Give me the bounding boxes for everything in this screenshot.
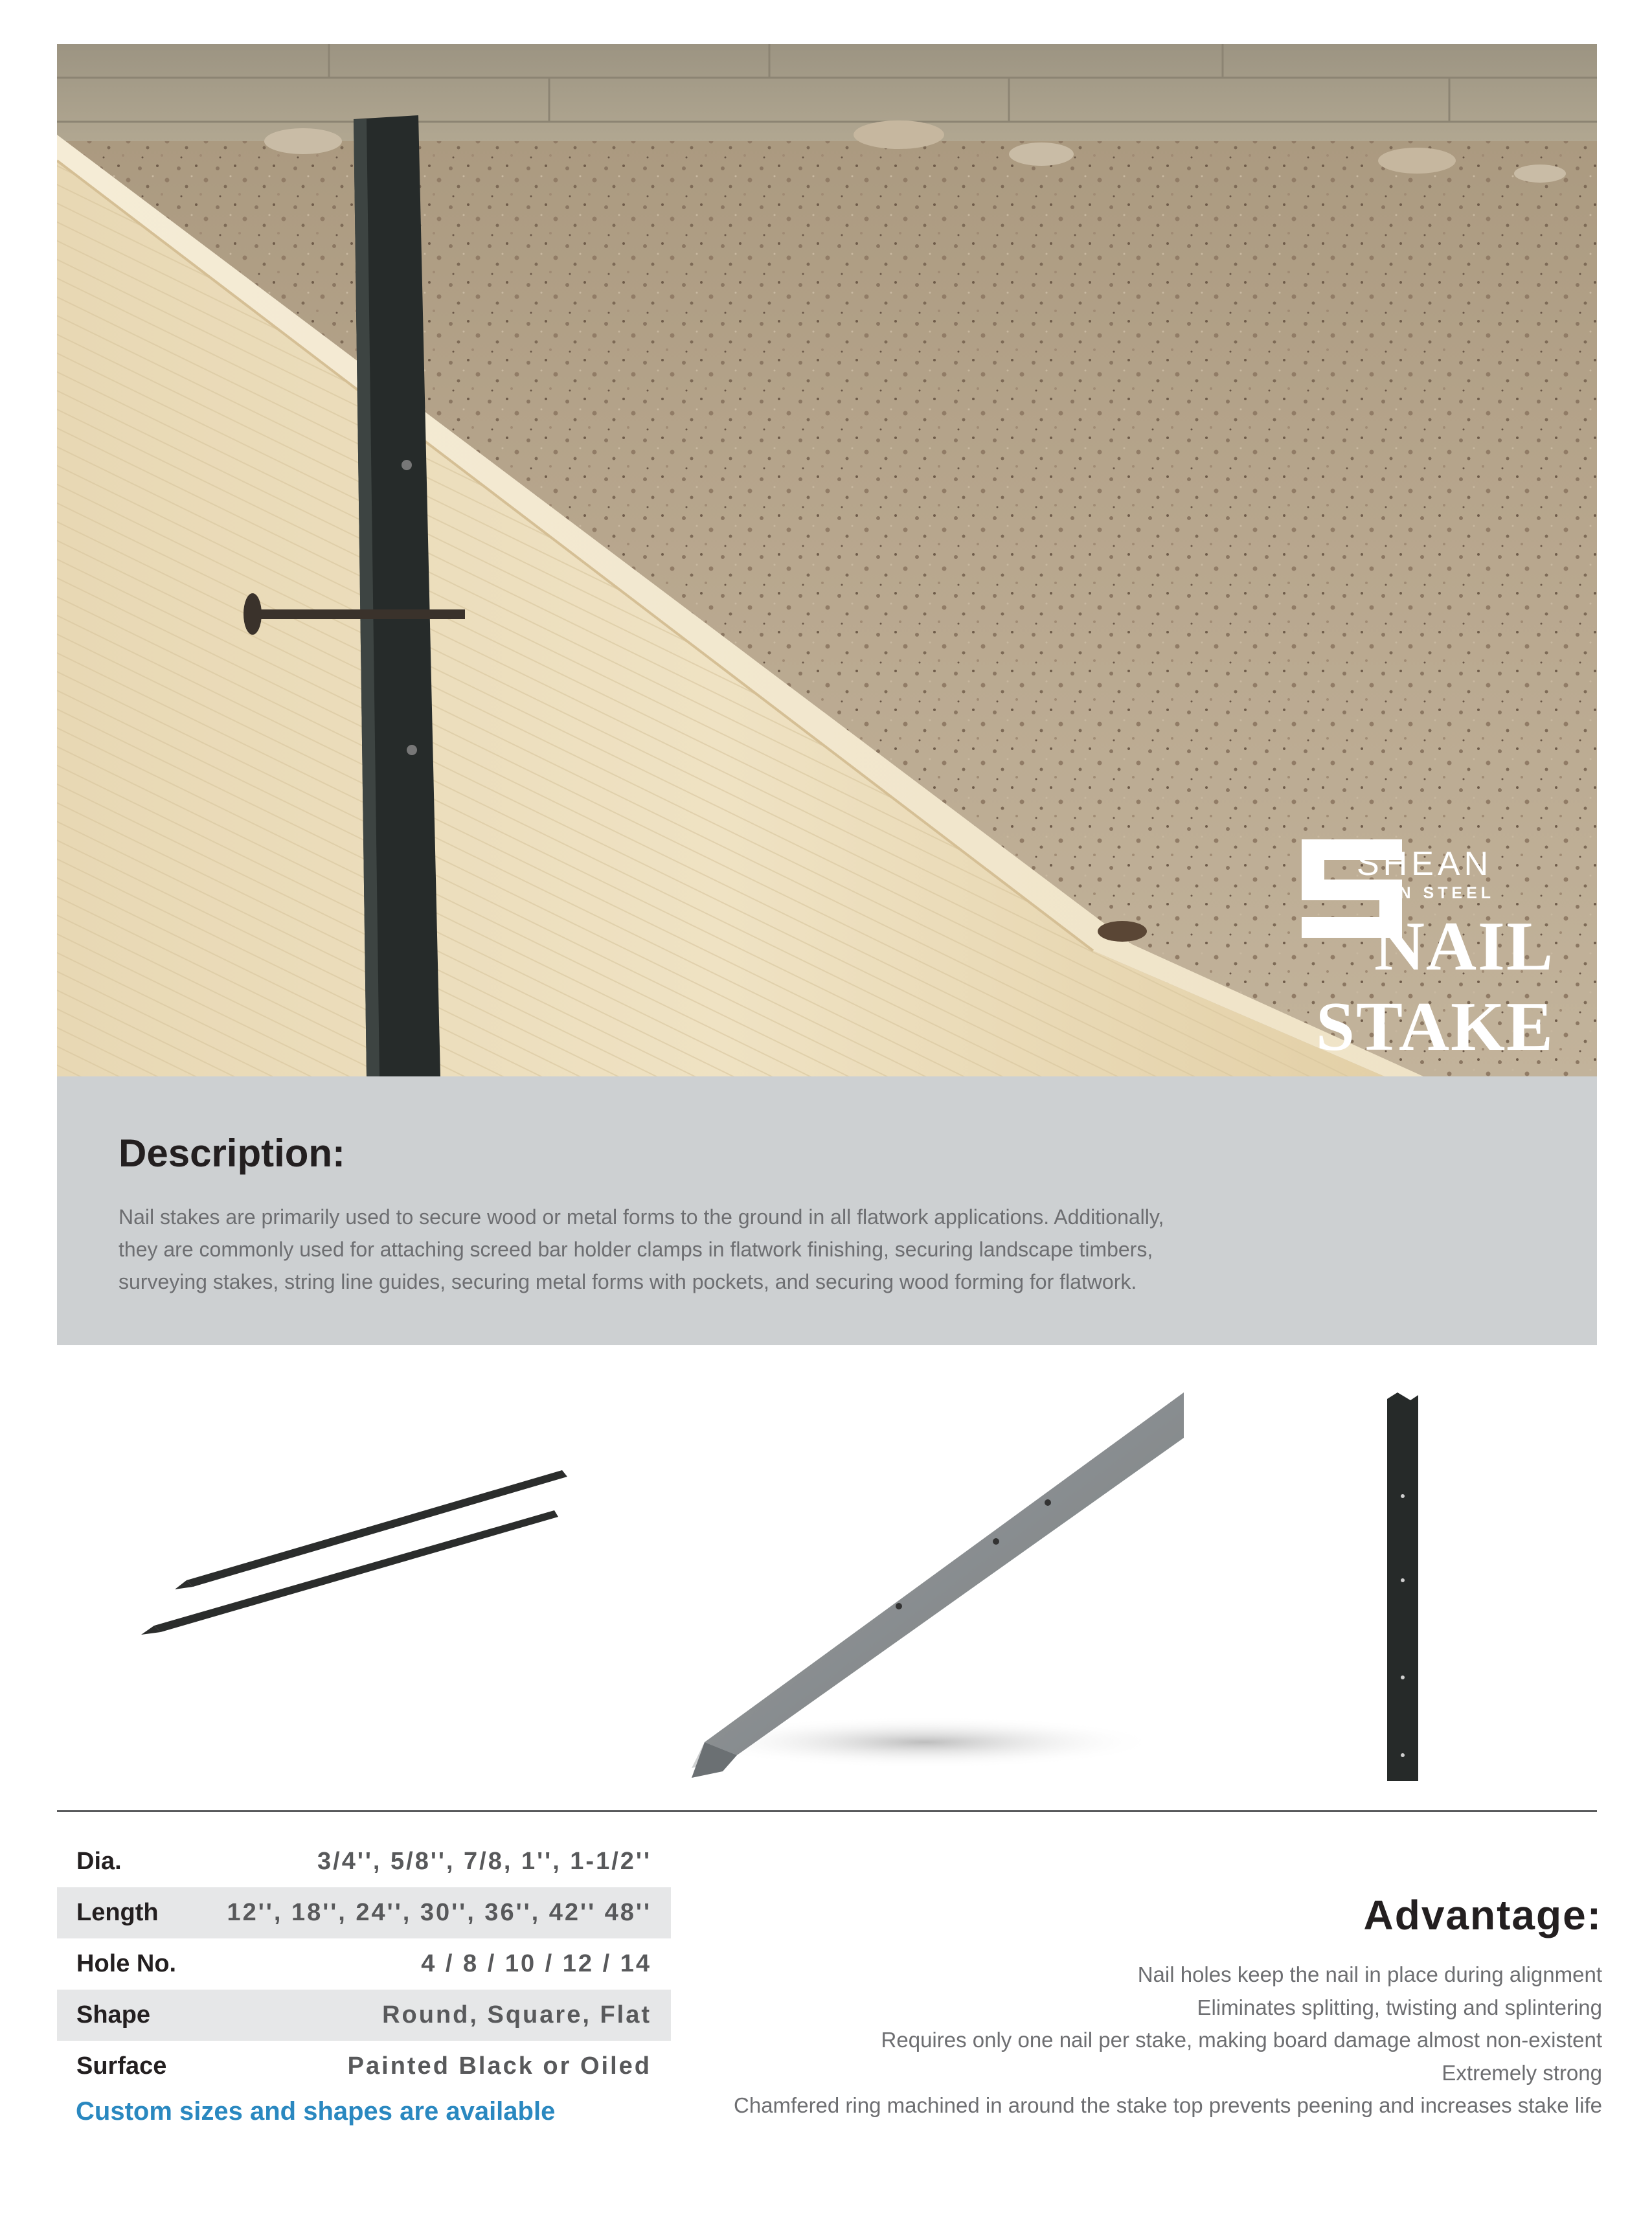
description-title: Description: [119, 1131, 346, 1175]
section-divider [57, 1810, 1597, 1812]
brand-sub: IRON STEEL [1359, 884, 1495, 902]
spec-label: Shape [76, 2001, 151, 2028]
spec-label: Dia. [76, 1848, 122, 1875]
advantage-item: Requires only one nail per stake, making board damage almost non-existent [881, 2028, 1602, 2052]
spec-value: 12'', 18'', 24'', 30'', 36'', 42'' 48'' [227, 1899, 651, 1926]
spec-row-length [57, 1887, 671, 1938]
flat-stake-image [1378, 1392, 1430, 1788]
advantage-title: Advantage: [1363, 1892, 1602, 1938]
spec-value: 4 / 8 / 10 / 12 / 14 [421, 1950, 651, 1977]
product-title: NAIL STAKE [1315, 908, 1554, 1065]
advantage-item: Nail holes keep the nail in place during alignment [1137, 1962, 1602, 1986]
spec-table [57, 1836, 671, 2092]
spec-label: Hole No. [76, 1950, 177, 1977]
spec-value: Round, Square, Flat [382, 2001, 651, 2028]
advantage-item: Extremely strong [1442, 2060, 1602, 2085]
description-text [119, 1201, 1349, 1298]
advantage-list [734, 1959, 1602, 2122]
description-line: they are commonly used for attaching screed bar holder clamps in flatwork finishing, securing landscape timbers, [119, 1238, 1153, 1261]
spec-label: Surface [76, 2052, 167, 2080]
spec-row-surface [57, 2041, 671, 2092]
spec-row-hole-no [57, 1938, 671, 1990]
spec-value: 3/4'', 5/8'', 7/8, 1'', 1-1/2'' [317, 1848, 651, 1875]
product-photos [57, 1373, 1597, 1788]
square-stake-image [653, 1392, 1203, 1794]
spec-value: Painted Black or Oiled [347, 2052, 651, 2080]
spec-row-shape [57, 1990, 671, 2041]
advantage-item: Eliminates splitting, twisting and splintering [1197, 1995, 1602, 2019]
advantage-item: Chamfered ring machined in around the stake top prevents peening and increases stake life [734, 2093, 1602, 2117]
custom-sizes-note: Custom sizes and shapes are available [76, 2097, 556, 2126]
round-stakes-image [135, 1431, 575, 1652]
description-panel [57, 1076, 1597, 1345]
brand-name: SHEAN [1357, 845, 1493, 883]
spec-label: Length [76, 1899, 159, 1926]
spec-row-dia [57, 1836, 671, 1887]
description-line: surveying stakes, string line guides, securing metal forms with pockets, and securing wood forming for flatwork. [119, 1270, 1137, 1293]
description-line: Nail stakes are primarily used to secure wood or metal forms to the ground in all flatwork applications. Additionally, [119, 1205, 1164, 1229]
